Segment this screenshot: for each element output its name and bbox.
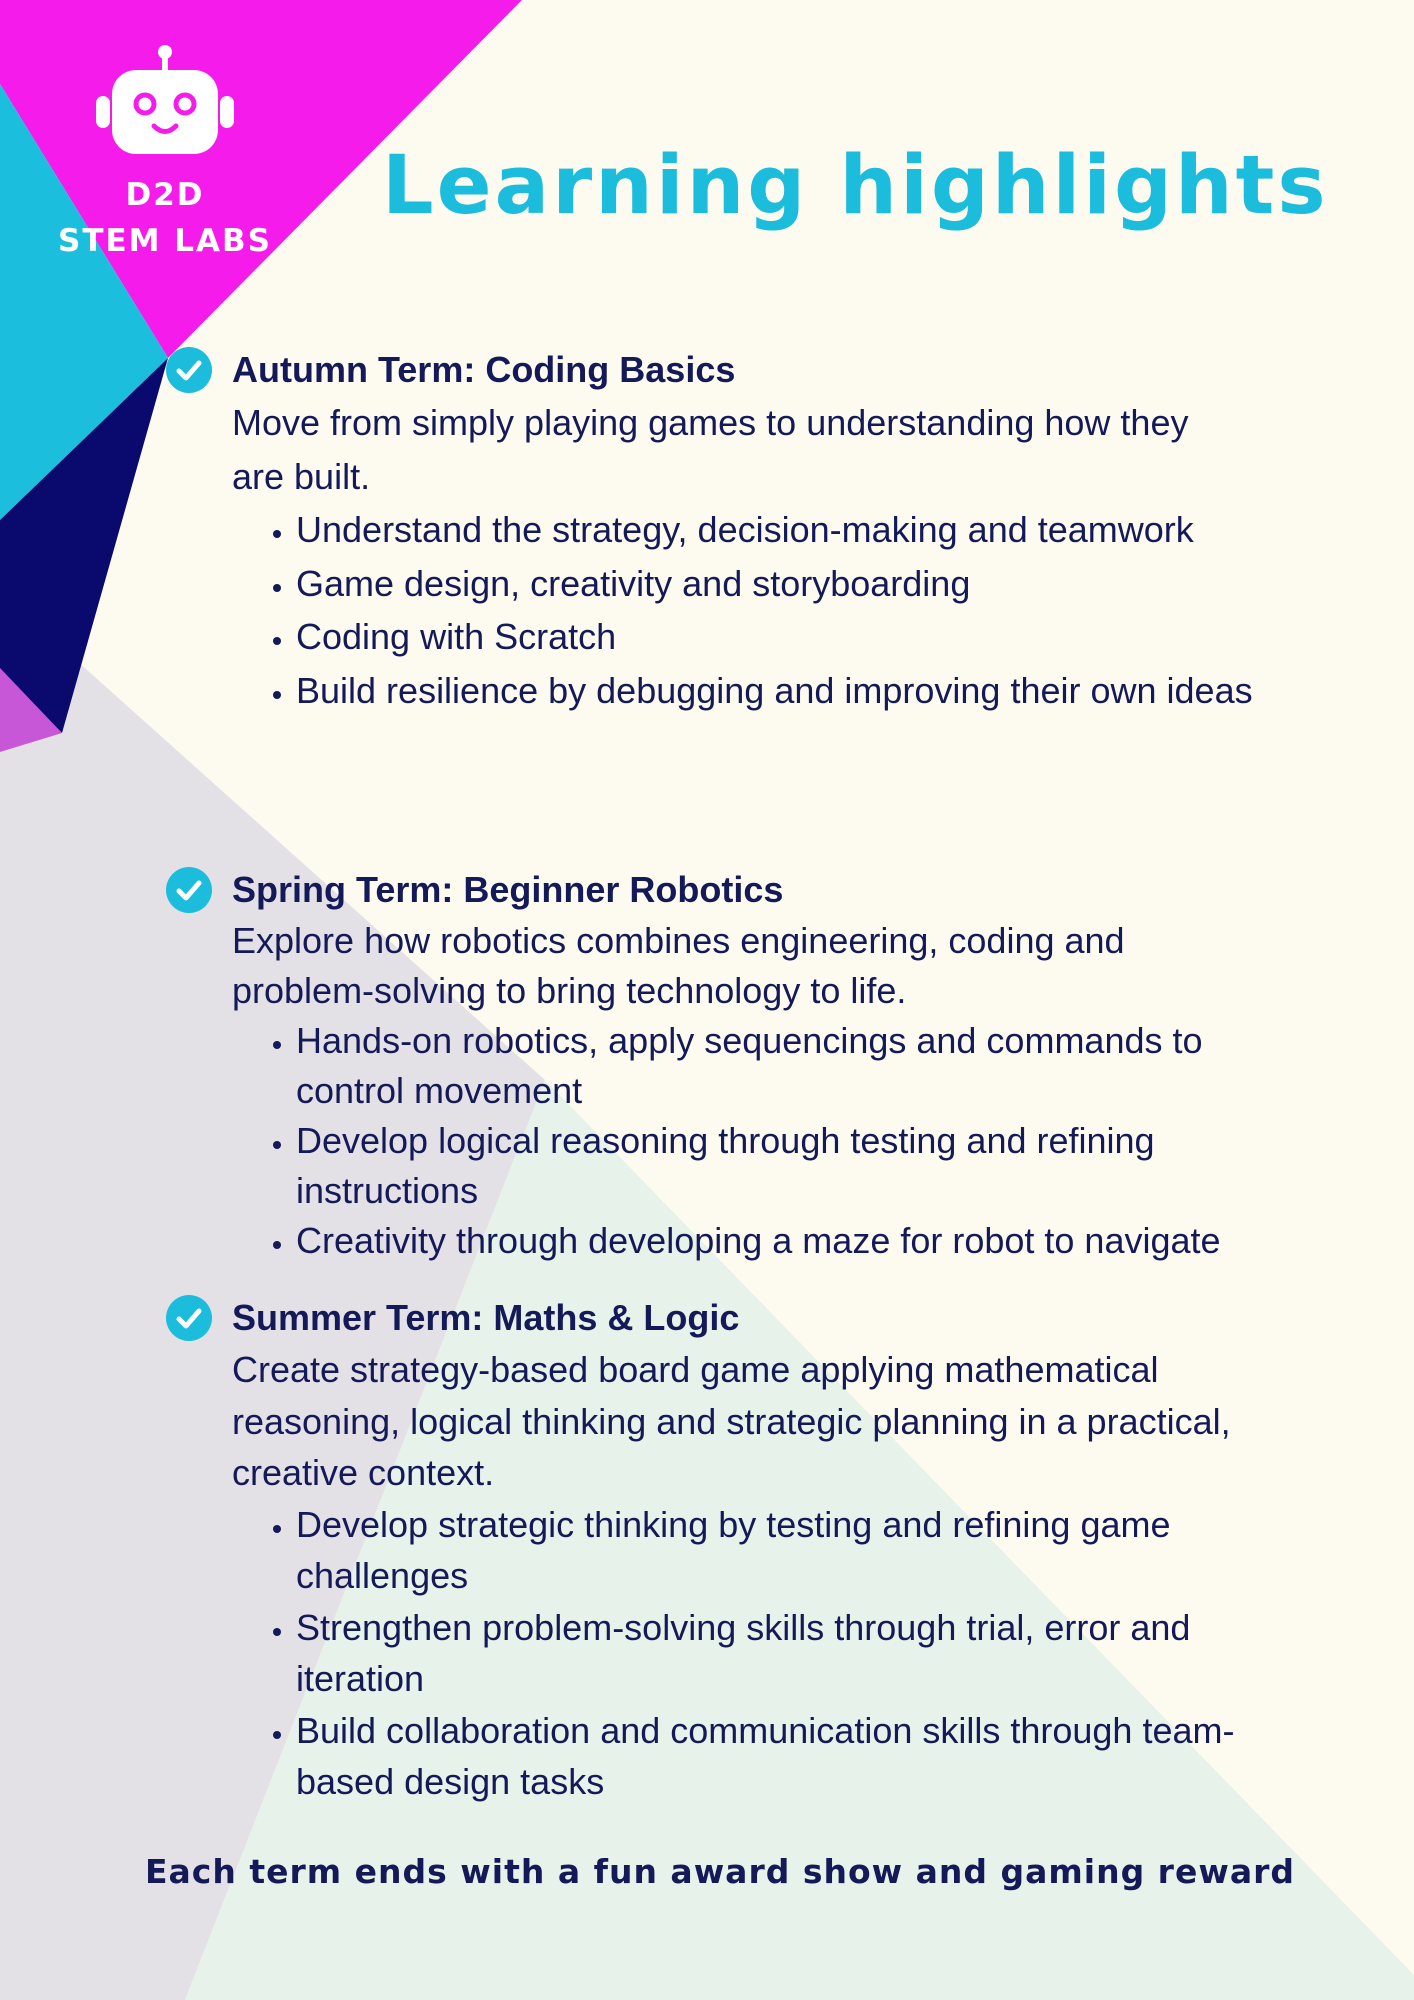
check-circle-icon xyxy=(166,867,212,913)
list-item: • Strengthen problem-solving skills through trial, error and iteration xyxy=(296,1602,1256,1705)
check-circle-icon xyxy=(166,347,212,393)
term-bullet-list xyxy=(296,1016,1256,1266)
page-title: Learning highlights xyxy=(382,139,1329,233)
list-item: • Build resilience by debugging and improving their own ideas xyxy=(296,664,1256,718)
term-description: Create strategy-based board game applying mathematical reasoning, logical thinking and strategic planning in a practical, creative context. xyxy=(232,1349,1231,1493)
check-circle-icon xyxy=(166,1295,212,1341)
term-description: Explore how robotics combines engineering, coding and problem-solving to bring technology to life. xyxy=(232,920,1125,1011)
footer-note: Each term ends with a fun award show and gaming reward xyxy=(145,1852,1295,1891)
term-title: Summer Term: Maths & Logic xyxy=(232,1297,740,1338)
list-item: • Build collaboration and communication skills through team-based design tasks xyxy=(296,1705,1256,1808)
term-title: Autumn Term: Coding Basics xyxy=(232,349,736,390)
brand-name-line1: D2D xyxy=(125,177,205,213)
term-bullet-list xyxy=(296,1499,1256,1808)
list-item: • Coding with Scratch xyxy=(296,610,1256,664)
term-summer xyxy=(166,1292,1286,1808)
term-description: Move from simply playing games to understanding how they are built. xyxy=(232,402,1189,497)
list-item: • Creativity through developing a maze for robot to navigate xyxy=(296,1216,1256,1266)
list-item: • Understand the strategy, decision-making and teamwork xyxy=(296,503,1256,557)
list-item: • Develop logical reasoning through testing and refining instructions xyxy=(296,1116,1256,1216)
term-autumn xyxy=(166,344,1286,717)
list-item: • Develop strategic thinking by testing and refining game challenges xyxy=(296,1499,1256,1602)
brand-name-line2: STEM LABS xyxy=(58,223,272,259)
list-item: • Hands-on robotics, apply sequencings and commands to control movement xyxy=(296,1016,1256,1116)
list-item: • Game design, creativity and storyboarding xyxy=(296,557,1256,611)
term-title: Spring Term: Beginner Robotics xyxy=(232,869,784,910)
term-bullet-list xyxy=(296,503,1256,717)
term-spring xyxy=(166,864,1286,1266)
robot-icon xyxy=(90,44,240,158)
brand-logo xyxy=(40,44,290,264)
